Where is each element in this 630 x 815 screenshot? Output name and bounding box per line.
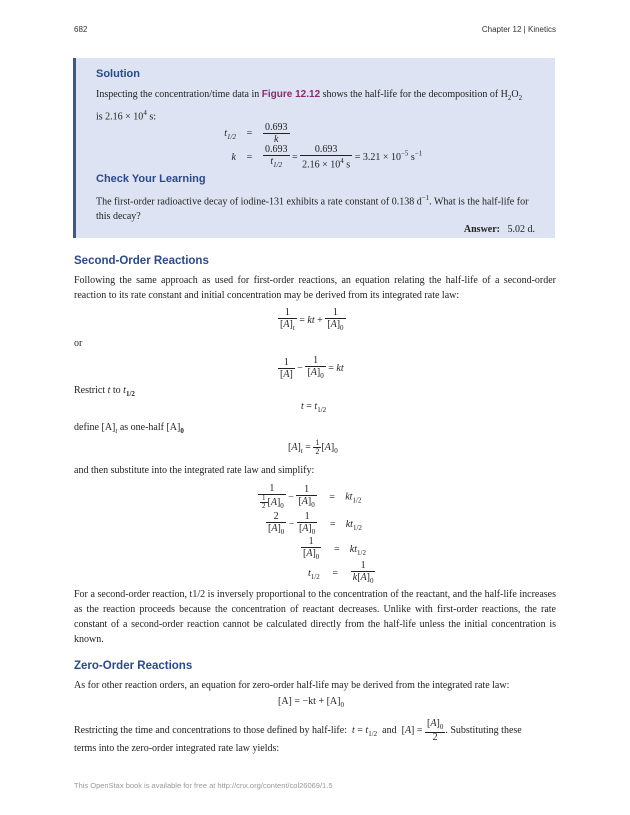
eq-t-equals-t-half: $t = t_{1/2}$	[301, 401, 327, 414]
restrict-text: Restrict t to $t_{1/2}$	[74, 385, 135, 398]
t-half-equation: $t_{1/2}$ = $\frac{0.693}{k}$	[224, 122, 288, 145]
eq-half-concentration: $[A]_t$ = $\frac{1}{2}$ $[A]_0$	[288, 438, 338, 456]
check-text: The first-order radioactive decay of iodine-131 exhibits a rate constant of 0.138 $d^{-1}$. What is the half-life for this decay?	[96, 194, 529, 223]
page-number: 682	[74, 25, 88, 34]
second-order-title: Second-Order Reactions	[74, 255, 209, 267]
restricting-text: Restricting the time and concentrations to those defined by half-life: $t = t_{1/2}$ and [A] = $\frac{[A]_0}{2}$ . Substituting these	[74, 718, 522, 743]
eq-sub-3: $\frac{1}{[A]_0}$ = $kt_{1/2}$	[303, 536, 366, 561]
eq-sub-1: 1 $\frac{1}{2}$ $[A]_0$ − $\frac{1}{[A]_0}$ = $kt_{1/2}$	[258, 483, 361, 512]
eq-second-order-2: $\frac{1}{[A]}$ − $\frac{1}{[A]_0}$ = kt	[280, 355, 344, 380]
footer-text: This OpenStax book is available for free at http://cnx.org/content/col26069/1.5	[74, 781, 333, 790]
zero-order-intro: As for other reaction orders, an equation for zero-order half-life may be derived from the integrated rate law:	[74, 680, 510, 691]
solution-title: Solution	[96, 68, 140, 80]
second-order-conclusion: For a second-order reaction, t1/2 is inversely proportional to the concentration of the reactant, and the half-life increases as the reaction proceeds because the concentration of reactant decreases. Unlike with first-order reactions, the rate constant of a second-order reaction cannot be calculated directly from the half-life unless the initial concentration is known.	[74, 589, 556, 645]
eq-zero-order: $[A] = -kt + [A]_0$	[278, 696, 344, 709]
substitute-text: and then substitute into the integrated rate law and simplify:	[74, 465, 315, 476]
figure-link[interactable]: Figure 12.12	[261, 89, 321, 100]
define-text: define $[A]_t$ as one-half $[A]_0$	[74, 422, 184, 435]
k-equation: k = $\frac{0.693}{t_{1/2}}$ = $\frac{0.693}{2.16 \times 10^4 s}$ = $3.21 \times 10^{-5}$ $s^{-1}$	[231, 144, 423, 171]
example-box	[73, 58, 555, 238]
eq-sub-2: $\frac{2}{[A]_0}$ − $\frac{1}{[A]_0}$ = $kt_{1/2}$	[268, 511, 362, 536]
eq-second-order-1: $\frac{1}{[A]_t}$ = kt + $\frac{1}{[A]_0}$	[280, 307, 344, 332]
solution-text: Inspecting the concentration/time data in Figure 12.12 shows the half-life for the decomposition of $H_2O_2$ is $2.16 \times 10^4$ s:	[96, 89, 523, 123]
answer: Answer: 5.02 d.	[463, 224, 535, 235]
terms-text: terms into the zero-order integrated rate law yields:	[74, 743, 280, 754]
or-text: or	[74, 338, 83, 349]
second-order-intro: Following the same approach as used for first-order reactions, an equation relating the half-life of a second-order reaction to its rate constant and initial concentration may be derived from its integrated rate law:	[74, 275, 556, 301]
eq-sub-4: $t_{1/2}$ = $\frac{1}{k[A]_0}$	[308, 560, 374, 585]
chapter-header: Chapter 12 | Kinetics	[481, 25, 556, 34]
check-title: Check Your Learning	[96, 173, 206, 185]
zero-order-title: Zero-Order Reactions	[74, 660, 193, 672]
